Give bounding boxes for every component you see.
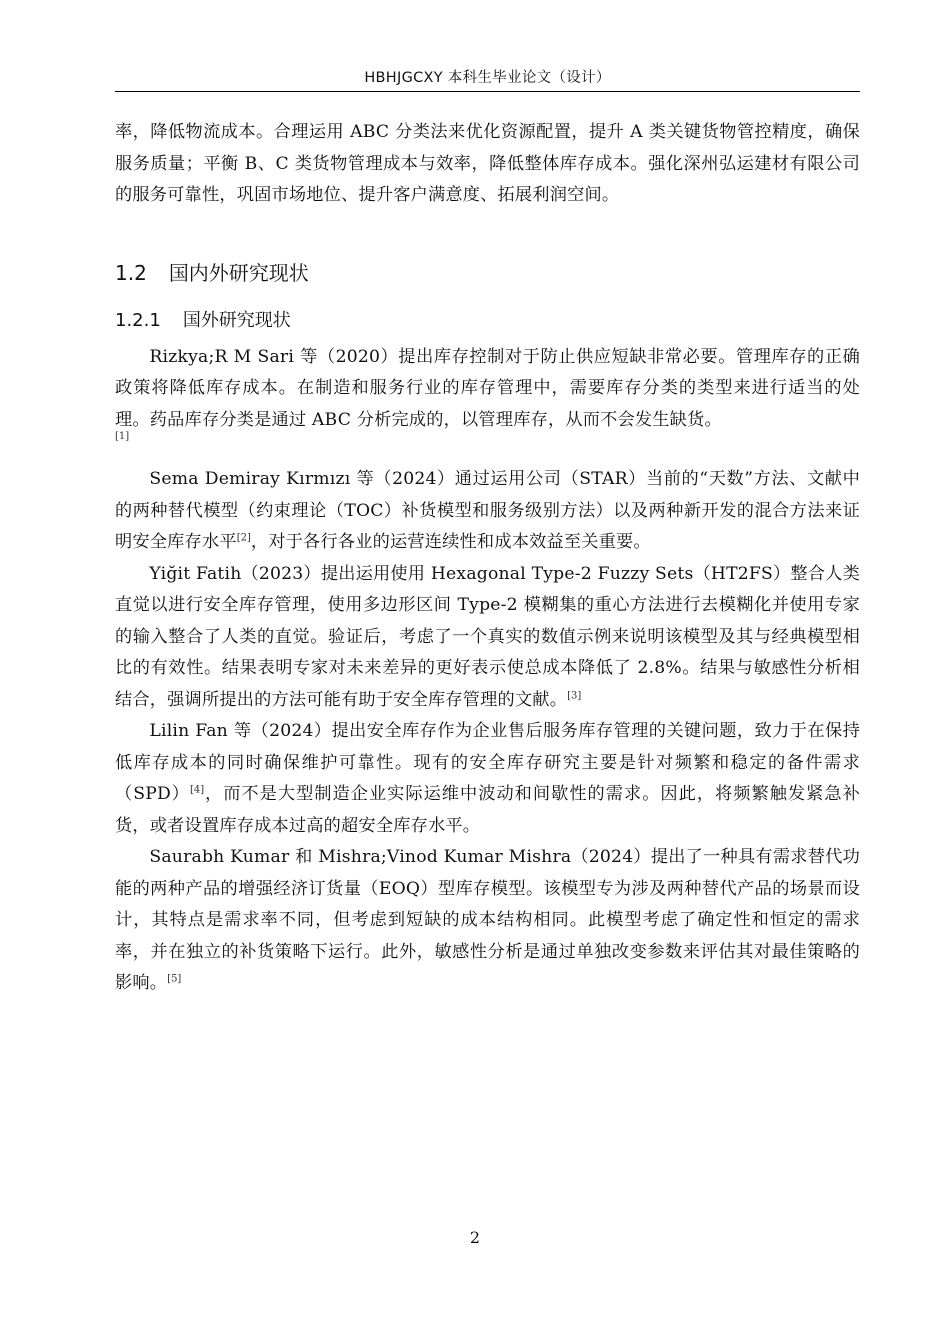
citation-5: [5] — [167, 973, 182, 985]
paragraph-lilin — [115, 716, 860, 842]
running-header: HBHJGCXY 本科生毕业论文（设计） — [364, 70, 611, 86]
section-heading-1-2 — [115, 256, 860, 290]
paragraph-lilin-text: Lilin Fan 等（2024）提出安全库存作为企业售后服务库存管理的关键问题，致力于在保持低库存成本的同时确保维护可靠性。现有的安全库存研究主要是针对频繁和稳定的备件需求 （SPD） — [115, 721, 860, 804]
subsection-number: 1.2.1 — [115, 309, 161, 331]
citation-1: [1] — [115, 431, 130, 442]
paragraph-saurabh-text: Saurabh Kumar 和 Mishra;Vinod Kumar Mishra（2024）提出了一种具有需求替代功能的两种产品的增强经济订货量（EOQ）型库存模型。该模型专为涉及两种替代产品的场景而设计，其特点是需求率不同，但考虑到短缺的成本结构相同。此模型考虑了确定性和恒定的需求率，并在独立的补货策略下运行。此外，敏感性分析是通过单独改变参数来评估其对最佳策略的影响。 — [115, 847, 860, 993]
page-number: 2 — [469, 1228, 481, 1247]
paragraph-yigit-text: Yiğit Fatih（2023）提出运用使用 Hexagonal Type-2 Fuzzy Sets（HT2FS）整合人类直觉以进行安全库存管理，使用多边形区间 Type-2 模糊集的重心方法进行去模糊化并使用专家的输入整合了人类的直觉。验证后，考虑了一个真实的数值示例来说明该模型及其与经典模型相比的有效性。结果表明专家对未来差异的更好表示使总成本降低了 2.8%。结果与敏感性分析相结合，强调所提出的方法可能有助于安全库存管理的文献。 — [115, 563, 860, 710]
paragraph-saurabh — [115, 842, 860, 1000]
subsection-title: 国外研究现状 — [182, 309, 291, 331]
paragraph-continuation: 率，降低物流成本。合理运用 ABC 分类法来优化资源配置，提升 A 类关键货物管控精度，确保服务质量；平衡 B、C 类货物管理成本与效率，降低整体库存成本。强化深州弘运建材有限公司的服务可靠性，巩固市场地位、提升客户满意度、拓展利润空间。 — [115, 122, 860, 205]
paragraph-sema — [115, 464, 860, 559]
header-rule — [115, 91, 860, 92]
paragraph-yigit — [115, 559, 860, 717]
subsection-heading-1-2-1 — [115, 306, 860, 336]
paragraph-sema-text: Sema Demiray Kırmızı 等（2024）通过运用公司（STAR）当前的“天数”方法、文献中的两种替代模型（约束理论（TOC）补货模型和服务级别方法）以及两种新开发的混合方法来证明安全库存水平 — [115, 469, 860, 552]
section-number: 1.2 — [115, 260, 147, 285]
body-text — [115, 117, 860, 1000]
paragraph-sema-text-end: ，对于各行各业的运营连续性和成本效益至关重要。 — [250, 532, 651, 552]
citation-2: [2] — [236, 532, 251, 544]
section-title: 国内外研究现状 — [168, 260, 309, 285]
citation-3: [3] — [567, 689, 582, 701]
paragraph-lilin-text-end: ，而不是大型制造企业实际运维中波动和间歇性的需求。因此，将频繁触发紧急补货，或者设置库存成本过高的超安全库存水平。 — [115, 784, 860, 836]
paragraph-rizkya: Rizkya;R M Sari 等（2020）提出库存控制对于防止供应短缺非常必要。管理库存的正确政策将降低库存成本。在制造和服务行业的库存管理中，需要库存分类的类型来进行适当的处理。药品库存分类是通过 ABC 分析完成的，以管理库存，从而不会发生缺货。 — [115, 346, 860, 430]
citation-4: [4] — [189, 784, 205, 796]
